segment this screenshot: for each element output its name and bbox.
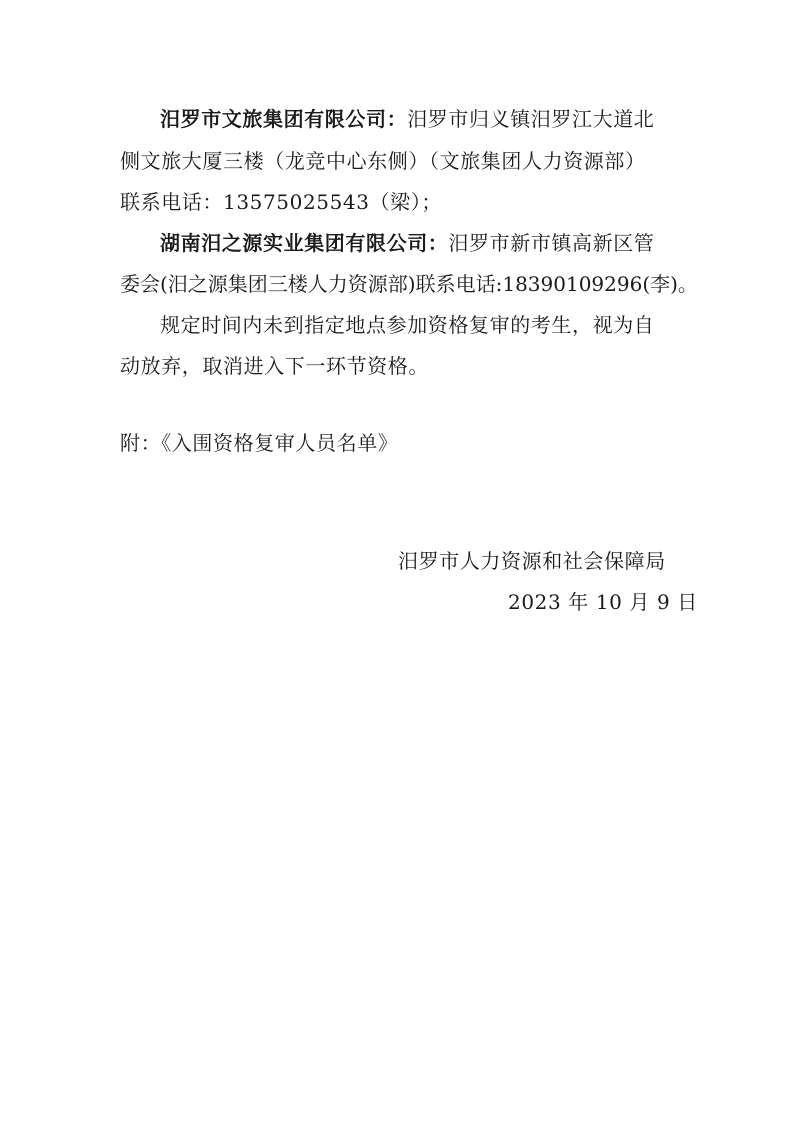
org1-contact: 联系电话：13575025543（梁）； <box>120 190 442 214</box>
notice-line1 <box>120 312 680 338</box>
org2-address-contact: 委会(汨之源集团三楼人力资源部)联系电话:18390109296(李)。 <box>120 272 698 296</box>
notice-text-1: 规定时间内未到指定地点参加资格复审的考生，视为自 <box>160 313 655 337</box>
notice-line2: 动放弃，取消进入下一环节资格。 <box>120 354 429 378</box>
org2-name: 湖南汨之源实业集团有限公司： <box>160 231 449 255</box>
org2-address-part1: 汨罗市新市镇高新区管 <box>448 231 655 255</box>
org1-address-part2: 侧文旅大厦三楼（龙竞中心东侧）（文旅集团人力资源部） <box>120 149 646 173</box>
issuer-name: 汨罗市人力资源和社会保障局 <box>398 549 666 573</box>
org1-address-part1: 汨罗市归义镇汨罗江大道北 <box>407 107 655 131</box>
attachment-note: 附：《入围资格复审人员名单》 <box>120 431 399 455</box>
org2-line1 <box>120 230 680 256</box>
issue-date: 2023 年 10 月 9 日 <box>508 590 698 614</box>
org1-name: 汨罗市文旅集团有限公司： <box>160 107 408 131</box>
org1-line1 <box>120 106 680 132</box>
